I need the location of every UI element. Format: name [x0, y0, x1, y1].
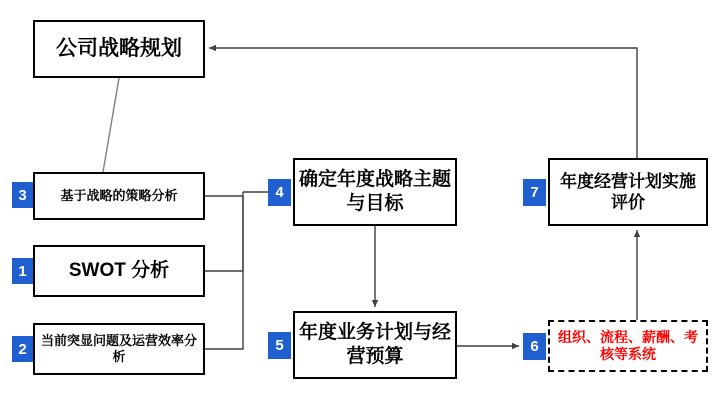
- node-label: 年度经营计划实施评价: [560, 171, 696, 212]
- node-swot-analysis[interactable]: [33, 245, 205, 297]
- badge-step-7: 7: [523, 179, 546, 206]
- node-company-strategic-planning[interactable]: [33, 20, 205, 78]
- node-strategy-based-tactics-analysis[interactable]: [33, 172, 205, 220]
- node-label: 基于战略的策略分析: [60, 187, 178, 203]
- node-label: 确定年度战略主题与目标: [299, 169, 452, 214]
- badge-step-6: 6: [523, 333, 546, 360]
- badge-step-2: 2: [12, 336, 33, 362]
- node-label: SWOT 分析: [68, 260, 170, 282]
- node-annual-business-plan-and-budget[interactable]: [293, 311, 457, 379]
- node-annual-strategic-theme-and-goals[interactable]: [293, 158, 457, 226]
- node-label: 当前突显问题及运营效率分析: [40, 332, 197, 364]
- badge-step-3: 3: [12, 182, 33, 208]
- badge-step-4: 4: [268, 179, 291, 206]
- node-org-process-compensation-systems[interactable]: [548, 320, 708, 372]
- badge-step-1: 1: [12, 258, 33, 284]
- node-annual-plan-implementation-evaluation[interactable]: [548, 158, 708, 226]
- node-label: 组织、流程、薪酬、考核等系统: [558, 328, 698, 362]
- node-current-issues-and-efficiency-analysis[interactable]: [33, 323, 205, 375]
- badge-step-5: 5: [268, 332, 291, 359]
- node-label: 公司战略规划: [56, 36, 182, 60]
- node-label: 年度业务计划与经营预算: [299, 322, 452, 367]
